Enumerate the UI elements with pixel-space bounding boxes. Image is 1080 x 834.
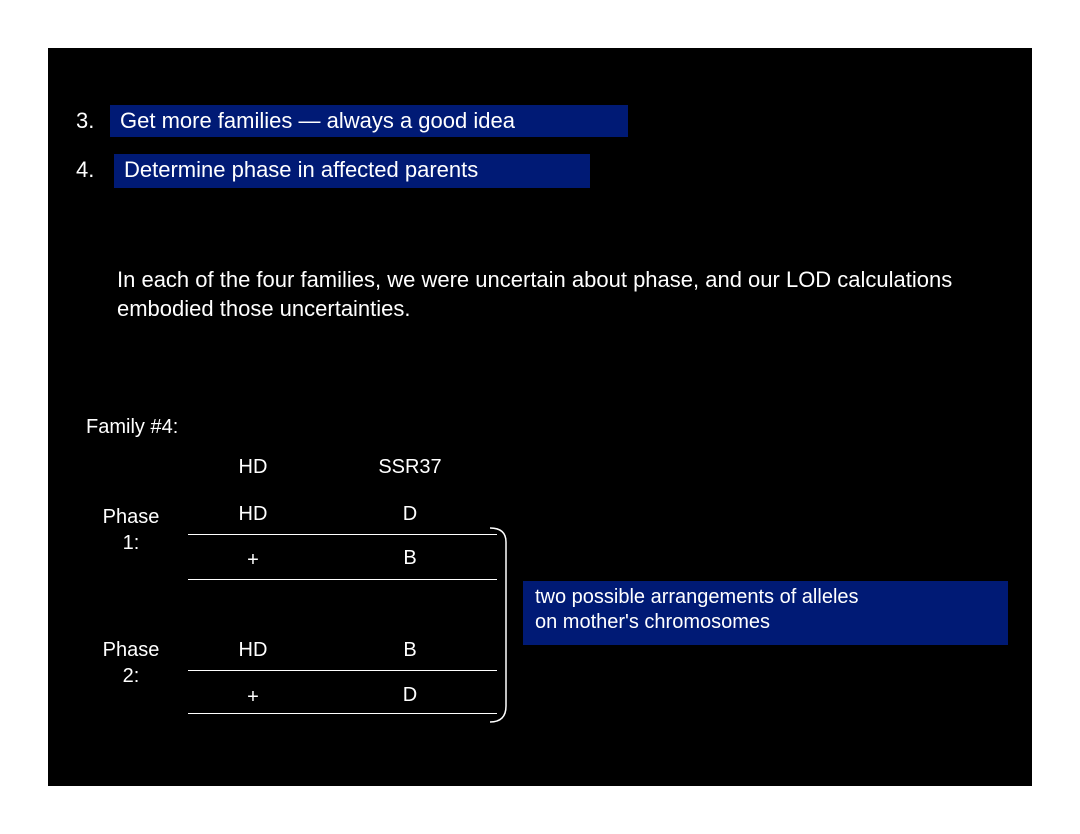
phase1-label — [86, 504, 176, 556]
phase2-bottom-ssr37: D — [402, 684, 418, 706]
phase2-label-line1: Phase — [102, 639, 160, 661]
phase2-underline — [188, 713, 497, 714]
phase1-top-hd: HD — [238, 503, 268, 525]
phase1-bottom-ssr37: B — [403, 547, 417, 569]
arrangements-callout: two possible arrangements of alleles on mother's chromosomes — [523, 581, 1008, 645]
phase1-divider — [188, 534, 497, 535]
phase2-bottom-hd: + — [247, 686, 259, 708]
list-item-4-highlight: Determine phase in affected parents — [114, 154, 590, 188]
family-label: Family #4: — [86, 416, 179, 438]
phase2-top-hd: HD — [238, 639, 268, 661]
phase-uncertainty-paragraph: In each of the four families, we were uncertain about phase, and our LOD calculations embodied those uncertainties. — [117, 267, 953, 321]
phase1-label-line1: Phase — [102, 506, 160, 528]
phase2-top-ssr37: B — [403, 639, 417, 661]
phase2-label — [86, 637, 176, 689]
list-number-3: 3. — [76, 108, 95, 133]
phase2-divider — [188, 670, 497, 671]
list-item-3-highlight: Get more families — always a good idea — [110, 105, 628, 137]
phase2-label-line2: 2: — [122, 665, 140, 687]
column-header-ssr37: SSR37 — [378, 456, 442, 478]
curly-bracket-icon — [488, 526, 528, 726]
phase1-bottom-hd: + — [247, 549, 259, 571]
list-number-4: 4. — [76, 157, 95, 182]
phase1-top-ssr37: D — [402, 503, 418, 525]
phase1-label-line2: 1: — [122, 532, 140, 554]
phase1-underline — [188, 579, 497, 580]
column-header-hd: HD — [238, 456, 268, 478]
slide — [48, 48, 1032, 786]
